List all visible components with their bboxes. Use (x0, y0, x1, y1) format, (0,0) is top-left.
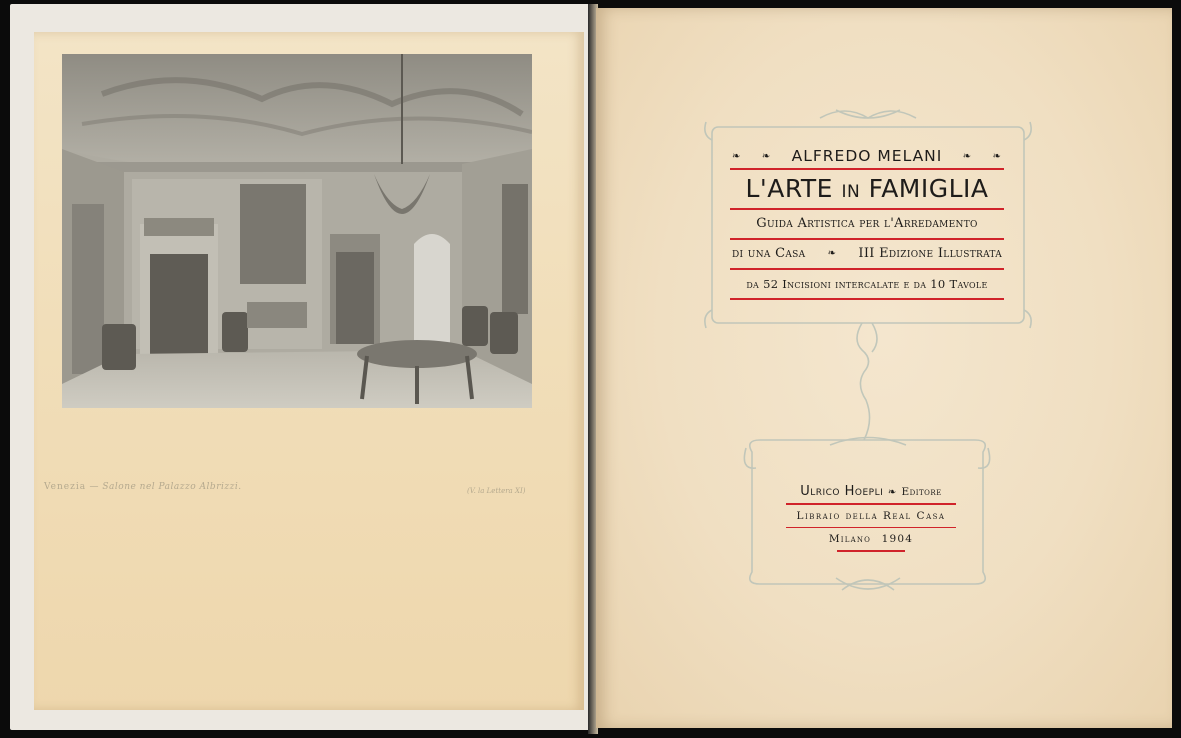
place-date-line (786, 529, 956, 549)
fleuron-icon: ❧ (887, 487, 897, 498)
red-rule (730, 268, 1004, 270)
imprint-block (786, 482, 956, 553)
publisher-role: Editore (901, 486, 942, 498)
publisher-name: Ulrico Hoepli (800, 484, 884, 499)
red-rule (730, 238, 1004, 240)
subtitle-line-1: Guida Artistica per l'Arredamento (756, 216, 978, 231)
red-rule (786, 527, 956, 529)
book-title (730, 172, 1004, 206)
caption-reference: (V. la Lettera XI) (467, 487, 526, 495)
subtitle-line-2-left: di una Casa (732, 246, 806, 261)
caption-title: Salone nel Palazzo Albrizzi. (102, 482, 242, 492)
title-word-1: L'ARTE (745, 174, 833, 203)
subtitle-line-2 (730, 242, 1004, 266)
subtitle-line-2-right: III Edizione Illustrata (858, 246, 1002, 261)
subtitle-line-3: da 52 Incisioni intercalate e da 10 Tavole (746, 277, 988, 291)
fleuron-icon: ❧ (761, 150, 772, 162)
fleuron-icon: ❧ (962, 150, 973, 162)
bookseller-line: Libraio della Real Casa (796, 509, 946, 522)
fleuron-icon: ❧ (992, 150, 1002, 162)
fleuron-icon: ❧ (732, 150, 742, 162)
red-rule (730, 208, 1004, 210)
caption-separator: — (89, 482, 99, 492)
author-row (730, 143, 1004, 169)
imprint-city: Milano (828, 533, 872, 545)
publisher-line (786, 482, 956, 502)
red-rule (730, 298, 1004, 300)
red-rule (786, 503, 956, 505)
title-word-3: FAMIGLIA (868, 174, 989, 203)
title-block (730, 140, 1004, 302)
author-name: ALFREDO MELANI (791, 147, 943, 165)
imprint-year: 1904 (881, 533, 914, 545)
fleuron-icon: ❧ (827, 248, 837, 259)
caption-place: Venezia (44, 482, 87, 492)
red-rule (837, 550, 905, 552)
title-word-2: IN (841, 182, 861, 202)
